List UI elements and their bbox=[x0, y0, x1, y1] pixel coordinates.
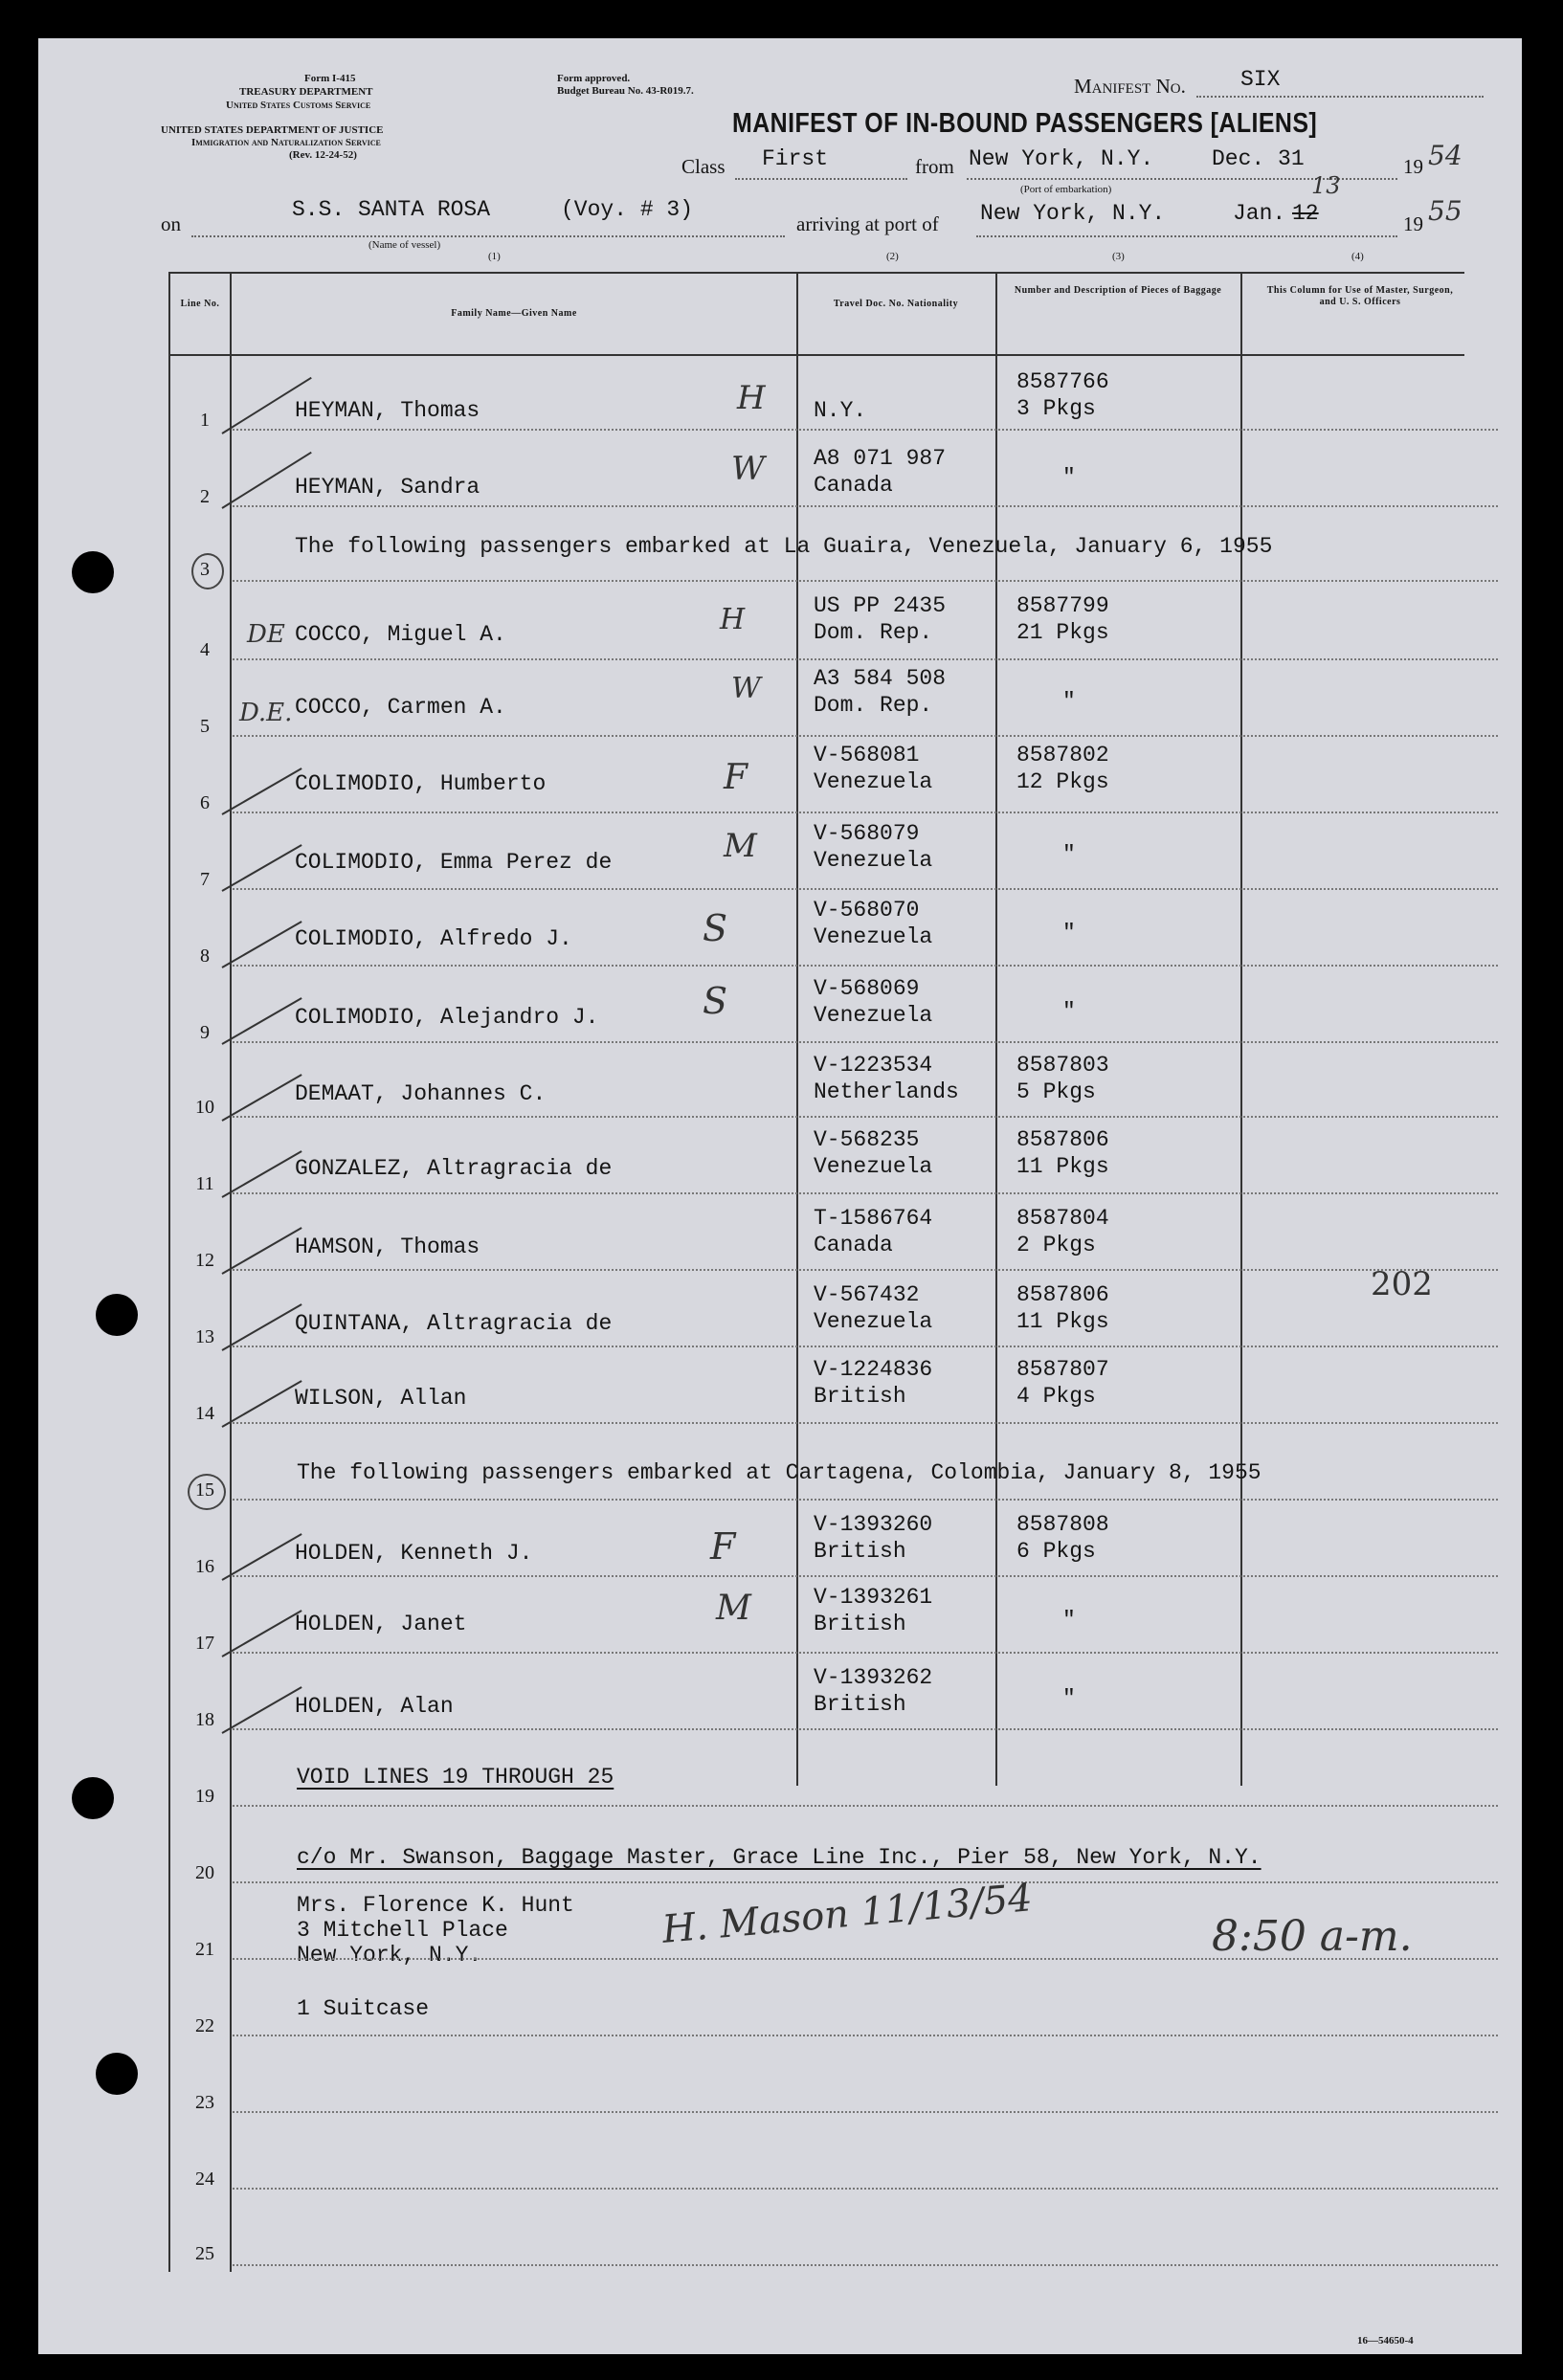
passenger-name: HAMSON, Thomas bbox=[295, 1234, 480, 1259]
class-dots bbox=[735, 178, 907, 180]
sex-mark: W bbox=[731, 450, 765, 488]
col-num-4: (4) bbox=[1351, 251, 1364, 262]
void-lines-note: VOID LINES 19 THROUGH 25 bbox=[297, 1765, 614, 1790]
nationality: Venezuela bbox=[814, 769, 933, 794]
travel-doc-number: V-568081 bbox=[814, 743, 920, 767]
de-mark: DE bbox=[247, 620, 285, 649]
sex-mark: H bbox=[737, 379, 766, 417]
passenger-name: COLIMODIO, Alfredo J. bbox=[295, 926, 572, 951]
sex-mark: S bbox=[703, 980, 728, 1022]
passenger-name: DEMAAT, Johannes C. bbox=[295, 1081, 547, 1106]
baggage-number: 8587802 bbox=[1016, 743, 1109, 767]
row-rule bbox=[233, 1192, 1498, 1194]
passenger-name: WILSON, Allan bbox=[295, 1386, 467, 1411]
travel-doc-number: T-1586764 bbox=[814, 1206, 933, 1231]
row-rule bbox=[233, 1499, 1498, 1501]
col-divider-officer bbox=[1240, 272, 1242, 1786]
passenger-name: COCCO, Miguel A. bbox=[295, 622, 506, 647]
baggage-count: " bbox=[1062, 1686, 1076, 1711]
line-number: 15 bbox=[195, 1479, 214, 1501]
col-num-3: (3) bbox=[1112, 251, 1125, 262]
baggage-count: 21 Pkgs bbox=[1016, 620, 1109, 645]
row-rule bbox=[233, 1346, 1498, 1347]
travel-doc-number: V-1224836 bbox=[814, 1357, 933, 1382]
col-header-name: Family Name—Given Name bbox=[451, 308, 577, 319]
binder-hole-top bbox=[72, 551, 114, 593]
baggage-number: 8587799 bbox=[1016, 593, 1109, 618]
baggage-count: 2 Pkgs bbox=[1016, 1233, 1096, 1257]
arrival-month: Jan. bbox=[1233, 201, 1286, 226]
row-rule bbox=[233, 2188, 1498, 2190]
passenger-name: COLIMODIO, Humberto bbox=[295, 771, 547, 796]
nationality: Netherlands bbox=[814, 1079, 959, 1104]
line-number: 10 bbox=[195, 1097, 214, 1118]
binder-hole-lower bbox=[72, 1777, 114, 1819]
line-number: 2 bbox=[200, 486, 210, 507]
col-divider-doc bbox=[796, 272, 798, 1786]
manifest-page bbox=[38, 38, 1522, 2354]
row-rule bbox=[233, 735, 1498, 737]
travel-doc-number: V-1393260 bbox=[814, 1512, 933, 1537]
nationality: Dom. Rep. bbox=[814, 620, 933, 645]
sex-mark: S bbox=[703, 907, 728, 949]
nationality: British bbox=[814, 1692, 906, 1717]
line-number: 12 bbox=[195, 1250, 214, 1271]
passenger-name: QUINTANA, Altragracia de bbox=[295, 1311, 613, 1336]
baggage-count: 11 Pkgs bbox=[1016, 1309, 1109, 1334]
nationality: Venezuela bbox=[814, 848, 933, 873]
baggage-count: 6 Pkgs bbox=[1016, 1539, 1096, 1564]
baggage-count: " bbox=[1062, 689, 1076, 714]
passenger-name: COCCO, Carmen A. bbox=[295, 695, 506, 720]
manifest-no-value: SIX bbox=[1240, 67, 1281, 92]
nationality: Canada bbox=[814, 1233, 893, 1257]
print-code: 16—54650-4 bbox=[1357, 2335, 1414, 2347]
baggage-note: 1 Suitcase bbox=[297, 1996, 430, 2021]
baggage-count: 12 Pkgs bbox=[1016, 769, 1109, 794]
col-num-1: (1) bbox=[488, 251, 501, 262]
travel-doc-number: V-567432 bbox=[814, 1282, 920, 1307]
nationality: N.Y. bbox=[814, 398, 867, 423]
class-value: First bbox=[762, 146, 829, 171]
baggage-count: " bbox=[1062, 999, 1076, 1024]
line-number: 16 bbox=[195, 1556, 214, 1577]
row-rule bbox=[233, 505, 1498, 507]
line-number: 17 bbox=[195, 1633, 214, 1654]
row-rule bbox=[233, 429, 1498, 431]
row-rule bbox=[233, 2111, 1498, 2113]
passenger-name: HOLDEN, Alan bbox=[295, 1694, 454, 1719]
arrival-day-struck: 12 bbox=[1292, 201, 1319, 226]
row-rule bbox=[233, 1269, 1498, 1271]
arriving-label: arriving at port of bbox=[796, 212, 939, 235]
passenger-name: HEYMAN, Thomas bbox=[295, 398, 480, 423]
nationality: British bbox=[814, 1539, 906, 1564]
row-rule bbox=[233, 2035, 1498, 2036]
row-rule bbox=[233, 1652, 1498, 1654]
arrival-port: New York, N.Y. bbox=[980, 201, 1166, 226]
care-of-note: c/o Mr. Swanson, Baggage Master, Grace Line Inc., Pier 58, New York, N.Y. bbox=[297, 1845, 1262, 1870]
baggage-number: 8587806 bbox=[1016, 1127, 1109, 1152]
line-number: 13 bbox=[195, 1326, 214, 1347]
travel-doc-number: V-568069 bbox=[814, 976, 920, 1001]
line-number: 21 bbox=[195, 1939, 214, 1960]
line-number: 11 bbox=[195, 1173, 214, 1194]
col-divider-bag bbox=[995, 272, 997, 1786]
row-rule bbox=[233, 1881, 1498, 1883]
col-header-line-no: Line No. bbox=[180, 299, 220, 309]
baggage-count: 3 Pkgs bbox=[1016, 396, 1096, 421]
vessel-caption: (Name of vessel) bbox=[368, 239, 441, 251]
col-header-travel-doc: Travel Doc. No. Nationality bbox=[833, 299, 959, 309]
line-number: 24 bbox=[195, 2169, 214, 2190]
from-year: 54 bbox=[1428, 140, 1463, 171]
arrival-year-prefix: 19 bbox=[1403, 212, 1423, 235]
approval-line-2: Budget Bureau No. 43-R019.7. bbox=[557, 85, 694, 97]
col-header-officers: This Column for Use of Master, Surgeon, and U. S. Officers bbox=[1266, 285, 1454, 307]
embark-caption: (Port of embarkation) bbox=[1020, 184, 1112, 195]
de-mark: D.E. bbox=[239, 699, 293, 727]
row-rule bbox=[233, 888, 1498, 890]
address-line-3: New York, N.Y. bbox=[297, 1943, 482, 1968]
passenger-name: COLIMODIO, Emma Perez de bbox=[295, 850, 613, 875]
travel-doc-number: V-1393262 bbox=[814, 1665, 933, 1690]
travel-doc-number: V-1393261 bbox=[814, 1585, 933, 1610]
table-left-border bbox=[168, 272, 170, 2272]
line-number: 4 bbox=[200, 639, 210, 660]
passenger-name: GONZALEZ, Altragracia de bbox=[295, 1156, 613, 1181]
nationality: Venezuela bbox=[814, 1154, 933, 1179]
line-number: 5 bbox=[200, 716, 210, 737]
line-number: 22 bbox=[195, 2015, 214, 2036]
from-date: Dec. 31 bbox=[1212, 146, 1305, 171]
line-number: 8 bbox=[200, 945, 210, 967]
passenger-name: HOLDEN, Kenneth J. bbox=[295, 1541, 533, 1566]
row-rule bbox=[233, 1422, 1498, 1424]
passenger-name: COLIMODIO, Alejandro J. bbox=[295, 1005, 599, 1030]
dept-line-1: TREASURY DEPARTMENT bbox=[239, 86, 373, 98]
sex-mark: W bbox=[731, 672, 761, 705]
time-note: 8:50 a-m. bbox=[1212, 1912, 1413, 1961]
line-number: 1 bbox=[200, 410, 210, 431]
from-label: from bbox=[915, 155, 954, 178]
page-title: MANIFEST OF IN-BOUND PASSENGERS [ALIENS] bbox=[732, 108, 1318, 139]
nationality: British bbox=[814, 1384, 906, 1409]
nationality: Canada bbox=[814, 473, 893, 498]
travel-doc-number: A8 071 987 bbox=[814, 446, 947, 471]
address-line-2: 3 Mitchell Place bbox=[297, 1918, 508, 1943]
side-number: 202 bbox=[1371, 1265, 1433, 1303]
baggage-number: 8587766 bbox=[1016, 369, 1109, 394]
baggage-count: " bbox=[1062, 842, 1076, 867]
arrival-day-corrected: 13 bbox=[1311, 172, 1341, 199]
binder-hole-middle bbox=[96, 1294, 138, 1336]
row-rule bbox=[233, 1041, 1498, 1043]
row-rule bbox=[233, 1958, 1498, 1960]
line-number: 19 bbox=[195, 1786, 214, 1807]
nationality: Venezuela bbox=[814, 1309, 933, 1334]
travel-doc-number: A3 584 508 bbox=[814, 666, 947, 691]
from-value: New York, N.Y. bbox=[969, 146, 1154, 171]
baggage-number: 8587803 bbox=[1016, 1053, 1109, 1078]
line-number: 9 bbox=[200, 1022, 210, 1043]
address-line-1: Mrs. Florence K. Hunt bbox=[297, 1893, 574, 1918]
arrival-dots bbox=[976, 235, 1397, 237]
on-label: on bbox=[161, 212, 181, 235]
line-number: 25 bbox=[195, 2243, 214, 2264]
row-rule bbox=[233, 1728, 1498, 1730]
table-header-border bbox=[168, 354, 1464, 356]
nationality: Venezuela bbox=[814, 924, 933, 949]
line-number: 3 bbox=[200, 559, 210, 580]
class-label: Class bbox=[681, 155, 726, 178]
embarkation-note: The following passengers embarked at La Guaira, Venezuela, January 6, 1955 bbox=[295, 534, 1273, 559]
row-rule bbox=[233, 1116, 1498, 1118]
vessel-dots bbox=[191, 235, 785, 237]
travel-doc-number: US PP 2435 bbox=[814, 593, 947, 618]
baggage-number: 8587808 bbox=[1016, 1512, 1109, 1537]
row-rule bbox=[233, 580, 1498, 582]
line-number: 14 bbox=[195, 1403, 214, 1424]
arrival-year: 55 bbox=[1428, 195, 1463, 227]
manifest-no-dots bbox=[1196, 96, 1484, 98]
baggage-count: 11 Pkgs bbox=[1016, 1154, 1109, 1179]
nationality: Dom. Rep. bbox=[814, 693, 933, 718]
signature: H. Mason 11/13/54 bbox=[660, 1876, 1035, 1952]
baggage-count: 5 Pkgs bbox=[1016, 1079, 1096, 1104]
voyage-number: (Voy. # 3) bbox=[561, 197, 694, 222]
col-header-baggage: Number and Description of Pieces of Baggage bbox=[1014, 285, 1222, 296]
baggage-count: 4 Pkgs bbox=[1016, 1384, 1096, 1409]
travel-doc-number: V-568079 bbox=[814, 821, 920, 846]
baggage-count: " bbox=[1062, 465, 1076, 490]
travel-doc-number: V-568235 bbox=[814, 1127, 920, 1152]
row-rule bbox=[233, 965, 1498, 967]
col-num-2: (2) bbox=[886, 251, 899, 262]
binder-hole-bottom bbox=[96, 2053, 138, 2095]
travel-doc-number: V-1223534 bbox=[814, 1053, 933, 1078]
row-rule bbox=[233, 1575, 1498, 1577]
dept-line-3: UNITED STATES DEPARTMENT OF JUSTICE bbox=[161, 124, 384, 136]
line-number: 20 bbox=[195, 1862, 214, 1883]
circled-line-15 bbox=[188, 1474, 226, 1510]
vessel-name: S.S. SANTA ROSA bbox=[292, 197, 491, 222]
baggage-number: 8587807 bbox=[1016, 1357, 1109, 1382]
sex-mark: M bbox=[724, 827, 757, 865]
embarkation-note: The following passengers embarked at Cartagena, Colombia, January 8, 1955 bbox=[297, 1460, 1262, 1485]
line-number: 18 bbox=[195, 1709, 214, 1730]
sex-mark: M bbox=[716, 1589, 751, 1628]
row-rule bbox=[233, 1805, 1498, 1807]
dept-line-2: United States Customs Service bbox=[226, 100, 371, 111]
row-rule bbox=[233, 658, 1498, 660]
approval-line-1: Form approved. bbox=[557, 73, 631, 84]
dept-line-4: Immigration and Naturalization Service bbox=[191, 137, 381, 148]
circled-line-3 bbox=[191, 553, 224, 589]
travel-doc-number: V-568070 bbox=[814, 898, 920, 923]
sex-mark: F bbox=[724, 758, 748, 797]
passenger-name: HEYMAN, Sandra bbox=[295, 475, 480, 500]
nationality: British bbox=[814, 1612, 906, 1636]
sex-mark: F bbox=[710, 1525, 736, 1568]
from-year-prefix: 19 bbox=[1403, 155, 1423, 178]
table-top-border bbox=[168, 272, 1464, 274]
row-rule bbox=[233, 2264, 1498, 2266]
nationality: Venezuela bbox=[814, 1003, 933, 1028]
manifest-no-label: Manifest No. bbox=[1074, 75, 1186, 98]
line-number: 23 bbox=[195, 2092, 214, 2113]
baggage-number: 8587804 bbox=[1016, 1206, 1109, 1231]
baggage-count: " bbox=[1062, 1608, 1076, 1633]
baggage-number: 8587806 bbox=[1016, 1282, 1109, 1307]
sex-mark: H bbox=[720, 603, 746, 636]
dept-line-5: (Rev. 12-24-52) bbox=[289, 149, 357, 161]
row-rule bbox=[233, 812, 1498, 813]
col-divider-line bbox=[230, 272, 232, 2272]
baggage-count: " bbox=[1062, 921, 1076, 945]
line-number: 6 bbox=[200, 792, 210, 813]
line-number: 7 bbox=[200, 869, 210, 890]
form-number: Form I-415 bbox=[304, 73, 356, 84]
passenger-name: HOLDEN, Janet bbox=[295, 1612, 467, 1636]
